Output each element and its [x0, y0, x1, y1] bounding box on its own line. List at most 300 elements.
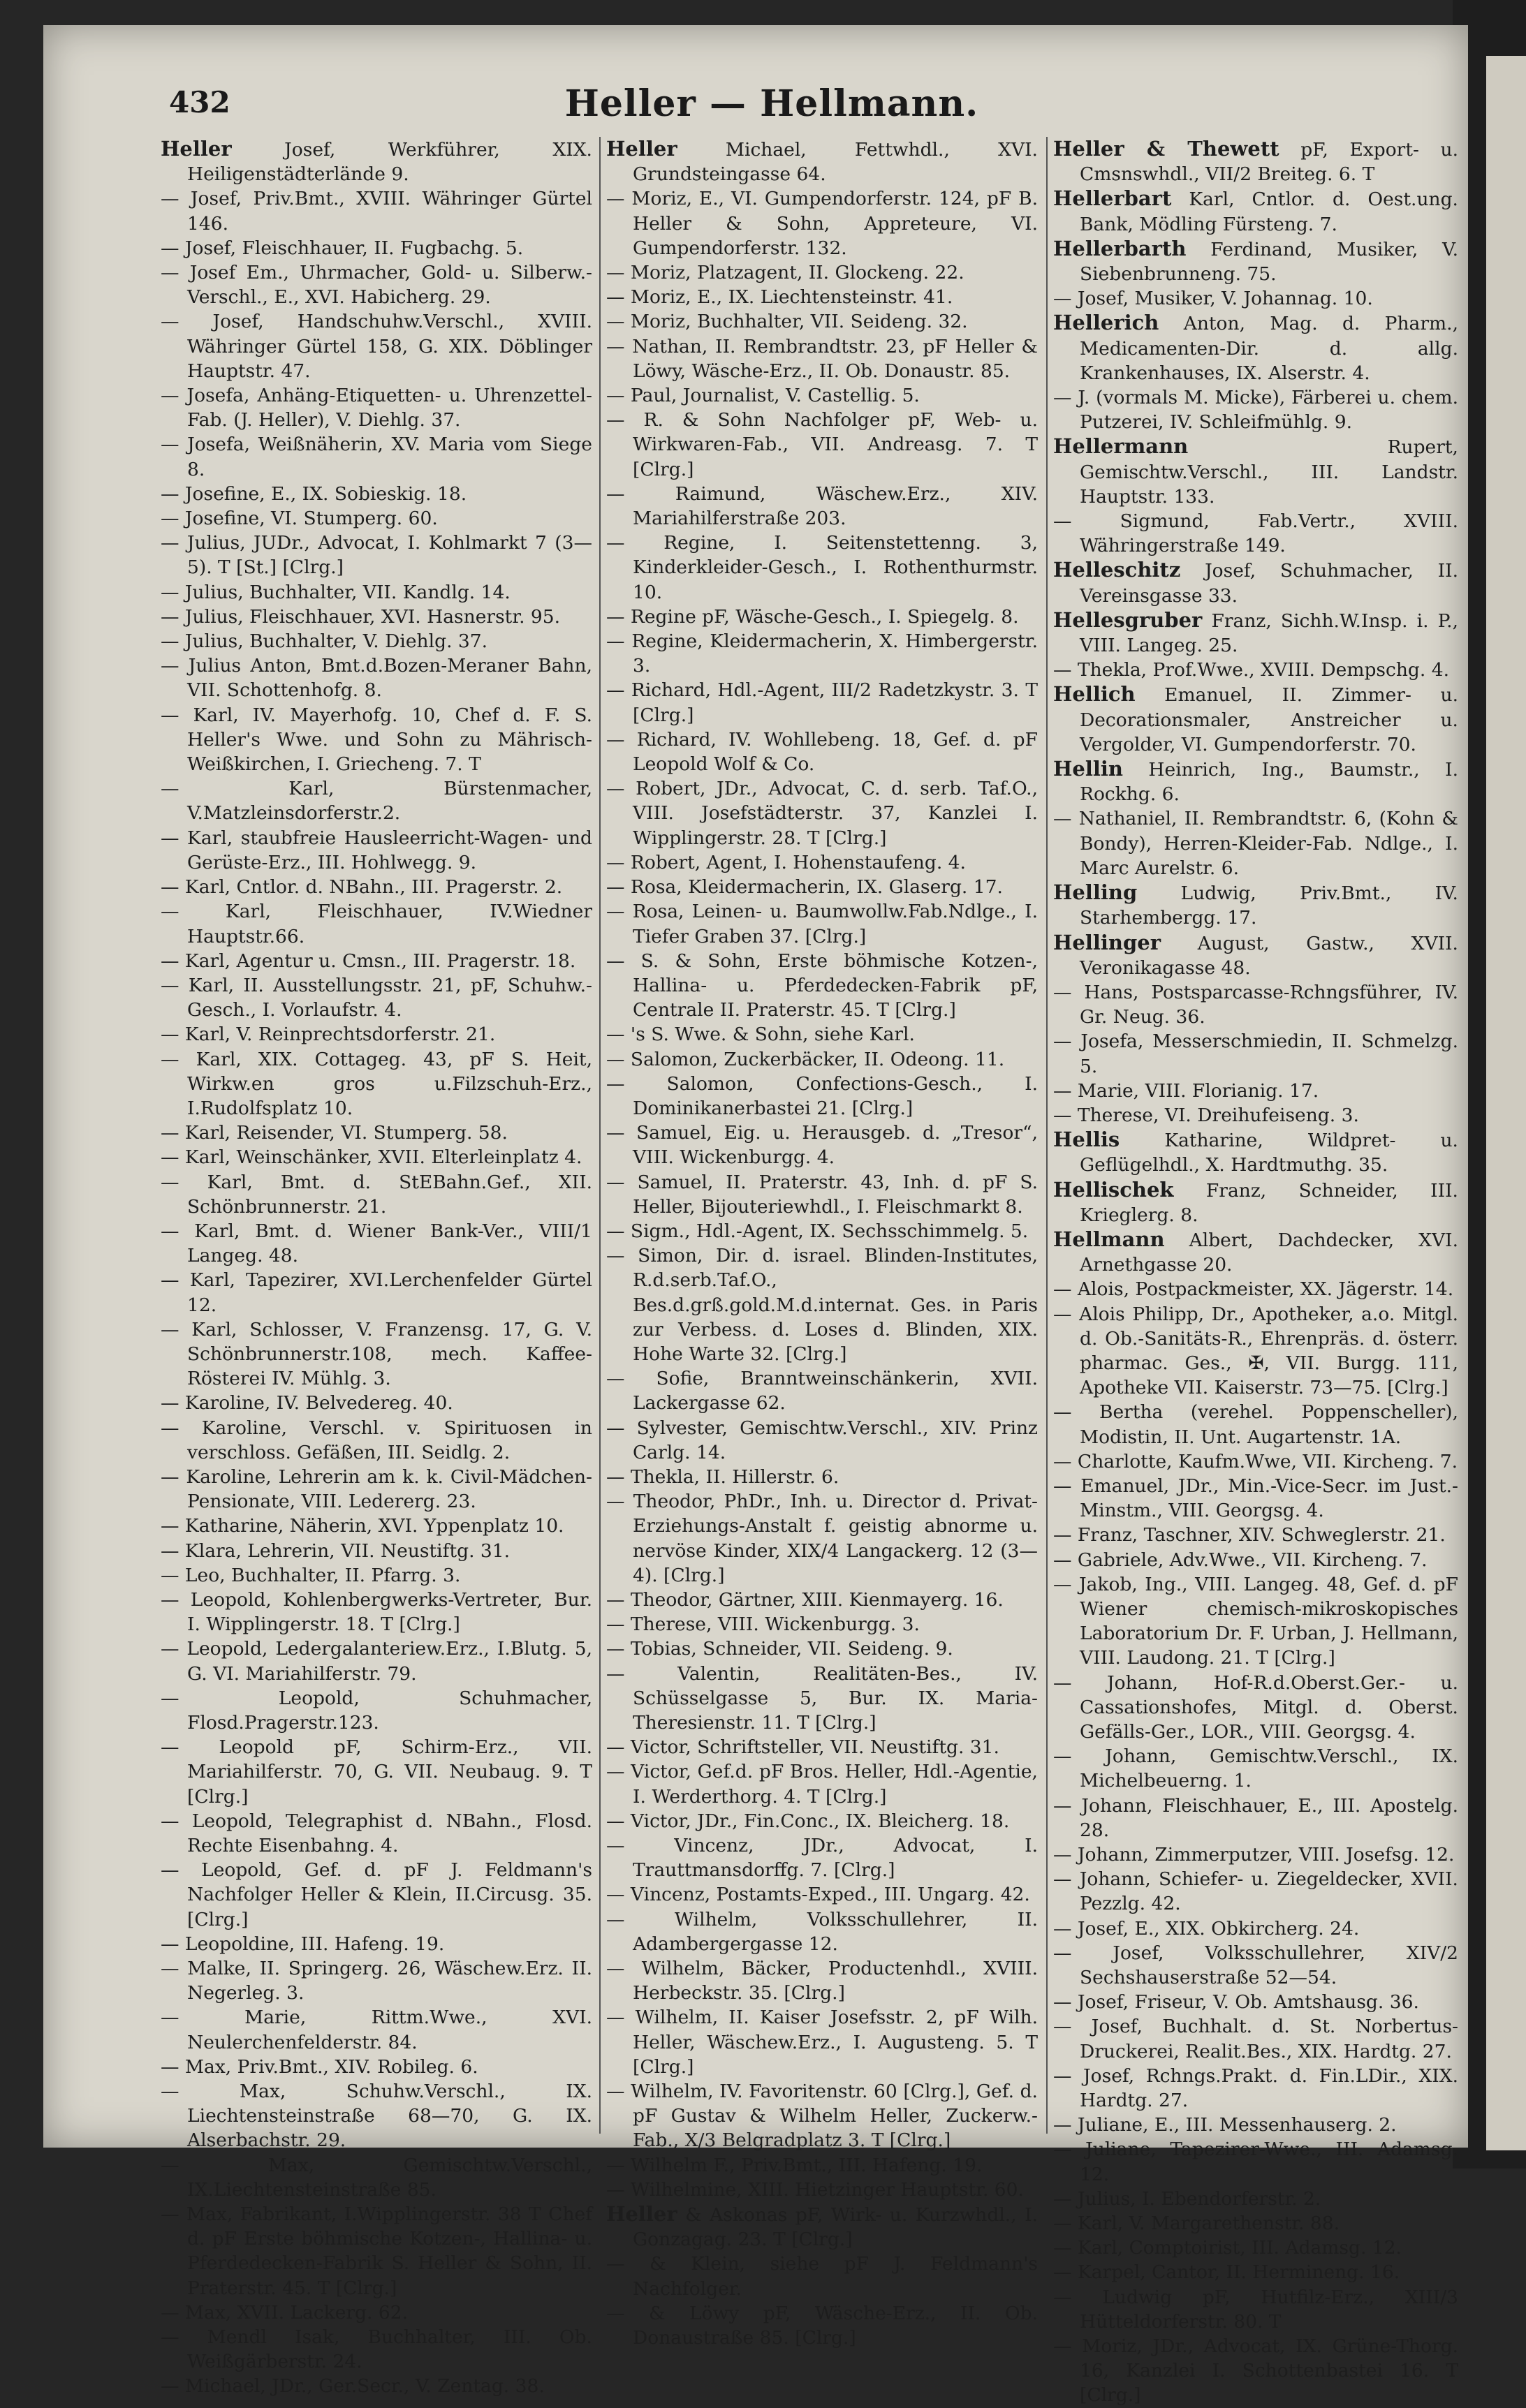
entry-surname: Hellerich	[1053, 311, 1159, 335]
directory-entry	[161, 2300, 592, 2325]
entry-text: — Leopold, Gef. d. pF J. Feldmann's Nachfolger Heller & Klein, II.Circusg. 35. [Clrg.]	[161, 1859, 592, 1930]
entry-text: — Max, XVII. Lackerg. 62.	[161, 2301, 409, 2324]
directory-entry	[161, 1465, 592, 1514]
directory-entry	[161, 1735, 592, 1809]
directory-entry	[606, 408, 1038, 482]
entry-text: — Richard, IV. Wohllebeng. 18, Gef. d. pF Leopold Wolf & Co.	[606, 728, 1038, 776]
entry-text: — Leopold pF, Schirm-Erz., VII. Mariahilferstr. 70, G. VII. Neubaug. 9. T [Clrg.]	[161, 1736, 592, 1808]
directory-entry	[161, 1170, 592, 1219]
entry-text: — Moriz, JDr., Advocat, IX. Grüne-Thorg. 16, Kanzlei I. Schottenbastei 16. T [Clrg.]	[1053, 2335, 1458, 2407]
directory-entry	[1053, 931, 1458, 980]
entry-text: Karl, Cntlor. d. Oest.ung. Bank, Mödling Fürsteng. 7.	[1080, 189, 1458, 235]
directory-entry	[1053, 1103, 1458, 1128]
directory-entry	[606, 727, 1038, 776]
entry-surname: Hellich	[1053, 682, 1136, 707]
directory-entry	[1053, 137, 1458, 186]
directory-entry	[606, 1022, 1038, 1047]
directory-entry	[161, 949, 592, 973]
entry-text: — Josef, Fleischhauer, II. Fugbachg. 5.	[161, 237, 524, 259]
directory-entry	[161, 875, 592, 899]
directory-entry	[161, 482, 592, 506]
column-rule	[599, 137, 601, 2134]
entry-text: — Richard, Hdl.-Agent, III/2 Radetzkystr. 3. T [Clrg.]	[606, 679, 1038, 726]
entry-text: — Emanuel, JDr., Min.-Vice-Secr. im Just.-Minstm., VIII. Georgsg. 4.	[1053, 1475, 1458, 1522]
directory-entry	[161, 973, 592, 1022]
directory-entry	[606, 850, 1038, 875]
entry-surname: Hellischek	[1053, 1177, 1174, 1202]
directory-entry	[1053, 1548, 1458, 1572]
entry-text: — Victor, Schriftsteller, VII. Neustiftg. 31.	[606, 1736, 999, 1759]
directory-entry	[1053, 1178, 1458, 1227]
directory-entry	[161, 531, 592, 579]
directory-entry	[1053, 608, 1458, 658]
entry-surname: Helleschitz	[1053, 558, 1181, 582]
entry-text: — Malke, II. Springerg. 26, Wäschew.Erz. II. Negerleg. 3.	[161, 1958, 592, 2004]
directory-entry	[606, 1637, 1038, 1661]
entry-text: — Therese, VIII. Wickenburgg. 3.	[606, 1613, 920, 1636]
directory-entry	[606, 605, 1038, 629]
directory-entry	[606, 776, 1038, 850]
directory-entry	[161, 2055, 592, 2079]
entry-text: — Karl, Bürstenmacher, V.Matzleinsdorferstr.2.	[161, 778, 592, 825]
entry-text: — Karl, IV. Mayerhofg. 10, Chef d. F. S. Heller's Wwe. und Sohn zu Mährisch-Weißkirchen, I. Griecheng. 7. T	[161, 704, 592, 776]
directory-entry	[606, 1759, 1038, 1808]
entry-text: — Josefine, VI. Stumperg. 60.	[161, 508, 438, 530]
entry-text: — Simon, Dir. d. israel. Blinden-Institutes, R.d.serb.Taf.O., Bes.d.grß.gold.M.d.internat. Ges. in Paris zur Verbess. d. Loses d. Blinden, XIX. Hohe Warte 32. [Clrg.]	[606, 1245, 1038, 1365]
directory-entry	[1053, 2064, 1458, 2113]
entry-text: — Josef, Buchhalt. d. St. Norbertus-Druckerei, Realit.Bes., XIX. Hardtg. 27.	[1053, 2016, 1458, 2062]
entry-text: — Max, Fabrikant, I.Wipplingerstr. 38 T Chef d. pF Erste böhmische Kotzen-, Hallina- u. Pferdedecken-Fabrik S. Heller & Sohn, II. Praterstr. 45. T [Clrg.]	[161, 2203, 592, 2299]
entry-text: — Josef, E., XIX. Obkircherg. 24.	[1053, 1917, 1360, 1940]
directory-entry	[606, 260, 1038, 285]
entry-text: — Leo, Buchhalter, II. Pfarrg. 3.	[161, 1564, 461, 1586]
entry-text: Ludwig, Priv.Bmt., IV. Starhembergg. 17.	[1080, 882, 1458, 929]
directory-entry	[1053, 2113, 1458, 2137]
entry-text: — Karl, staubfreie Hausleerricht-Wagen- und Gerüste-Erz., III. Hohlwegg. 9.	[161, 827, 592, 873]
entry-text: — Karl, Bmt. d. Wiener Bank-Ver., VIII/1 Langeg. 48.	[161, 1220, 592, 1267]
directory-entry	[161, 2153, 592, 2202]
directory-entry	[1053, 2137, 1458, 2186]
entry-text: — Samuel, II. Praterstr. 43, Inh. d. pF S. Heller, Bijouteriewhdl., I. Fleischmarkt 8.	[606, 1171, 1038, 1218]
directory-entry	[606, 1809, 1038, 1833]
entry-text: — Wilhelm, II. Kaiser Josefsstr. 2, pF Wilh. Heller, Wäschew.Erz., I. Augusteng. 5. T [Clrg.]	[606, 2007, 1038, 2078]
entry-text: — Victor, Gef.d. pF Bros. Heller, Hdl.-Agentie, I. Werderthorg. 4. T [Clrg.]	[606, 1761, 1038, 1808]
directory-entry	[161, 1121, 592, 1145]
directory-entry	[161, 236, 592, 260]
entry-text: — Josef, Priv.Bmt., XVIII. Währinger Gürtel 146.	[161, 188, 592, 235]
entry-text: — Karoline, Lehrerin am k. k. Civil-Mädchen-Pensionate, VIII. Ledererg. 23.	[161, 1465, 592, 1513]
entry-text: — Vincenz, JDr., Advocat, I. Trauttmansdorffg. 7. [Clrg.]	[606, 1835, 1038, 1882]
directory-entry	[1053, 1990, 1458, 2014]
column-3	[1053, 137, 1458, 2407]
entry-text: — Wilhelm, Bäcker, Productenhdl., XVIII. Herbeckstr. 35. [Clrg.]	[606, 1958, 1038, 2004]
entry-text: Katharine, Wildpret- u. Geflügelhdl., X. Hardtmuthg. 35.	[1080, 1130, 1458, 1176]
directory-entry	[161, 432, 592, 481]
entry-text: — Katharine, Näherin, XVI. Yppenplatz 10.	[161, 1515, 564, 1537]
entry-text: — Johann, Zimmerputzer, VIII. Josefsg. 12.	[1053, 1844, 1455, 1866]
directory-entry	[1053, 1449, 1458, 1474]
directory-entry	[1053, 980, 1458, 1029]
directory-entry	[1053, 1572, 1458, 1671]
directory-entry	[161, 1858, 592, 1932]
entry-text: — Karpel, Cantor, II. Hermineng. 16.	[1053, 2261, 1400, 2284]
directory-entry	[161, 1514, 592, 1538]
directory-entry	[161, 2325, 592, 2374]
directory-entry	[1053, 1842, 1458, 1867]
page-number: 432	[169, 85, 230, 119]
entry-text: — Karl, V. Reinprechtsdorferstr. 21.	[161, 1024, 496, 1046]
entry-text: — Julius, JUDr., Advocat, I. Kohlmarkt 7 (3—5). T [St.] [Clrg.]	[161, 532, 592, 579]
entry-text: — Mendl Isak, Buchhalter, III. Ob. Weißgärberstr. 24.	[161, 2326, 592, 2373]
entry-text: Josef, Werkführer, XIX. Heiligenstädterlände 9.	[187, 139, 592, 186]
directory-entry	[606, 2301, 1038, 2350]
entry-text: — Sofie, Branntweinschänkerin, XVII. Lackergasse 62.	[606, 1368, 1038, 1414]
directory-entry	[1053, 1867, 1458, 1916]
entry-text: — Regine, Kleidermacherin, X. Himbergerstr. 3.	[606, 630, 1038, 677]
directory-entry	[161, 629, 592, 653]
entry-text: — Josef, Rchngs.Prakt. d. Fin.LDir., XIX. Hardtg. 27.	[1053, 2064, 1458, 2112]
entry-surname: Heller	[161, 137, 232, 161]
entry-text: — Moriz, E., VI. Gumpendorferstr. 124, pF B. Heller & Sohn, Appreteure, VI. Gumpendorferstr. 132.	[606, 188, 1038, 259]
directory-entry	[161, 1637, 592, 1685]
directory-entry	[1053, 311, 1458, 385]
directory-entry	[606, 186, 1038, 260]
directory-entry	[161, 137, 592, 186]
entry-text: — Wilhelm F., Priv.Bmt., III. Hafeng. 19.	[606, 2154, 983, 2176]
entry-text: — Julius, I. Ebendorferstr. 2.	[1053, 2187, 1321, 2210]
entry-surname: Hellerbarth	[1053, 236, 1187, 260]
directory-entry	[606, 678, 1038, 727]
directory-entry	[1053, 286, 1458, 311]
directory-entry	[1053, 558, 1458, 607]
directory-entry	[606, 899, 1038, 948]
page-header	[119, 75, 1425, 131]
directory-entry	[161, 2005, 592, 2054]
entry-surname: Hellinger	[1053, 930, 1161, 954]
directory-entry	[606, 482, 1038, 531]
directory-entry	[1053, 186, 1458, 236]
directory-entry	[161, 653, 592, 702]
directory-entry	[606, 2005, 1038, 2079]
entry-text: Albert, Dachdecker, XVI. Arnethgasse 20.	[1080, 1229, 1458, 1276]
entry-text: Rupert, Gemischtw.Verschl., III. Landstr. Hauptstr. 133.	[1080, 436, 1458, 508]
entry-text: — Josefa, Messerschmiedin, II. Schmelzg. 5.	[1053, 1031, 1458, 1077]
entry-text: Emanuel, II. Zimmer- u. Decorationsmaler, Anstreicher u. Vergolder, VI. Gumpendorferstr. 70.	[1080, 684, 1458, 755]
directory-entry	[606, 531, 1038, 605]
entry-text: — Victor, JDr., Fin.Conc., IX. Bleicherg. 18.	[606, 1810, 1010, 1832]
entry-surname: Hellerbart	[1053, 186, 1172, 211]
entry-surname: Heller	[606, 2202, 677, 2226]
entry-text: — Josef, Friseur, V. Ob. Amtshausg. 36.	[1053, 1991, 1419, 2014]
directory-entry	[161, 2079, 592, 2153]
directory-entry	[161, 1563, 592, 1588]
entry-text: — Leopold, Schuhmacher, Flosd.Pragerstr.123.	[161, 1687, 592, 1734]
directory-entry	[1053, 1400, 1458, 1449]
entry-text: — S. & Sohn, Erste böhmische Kotzen-, Hallina- u. Pferdedecken-Fabrik pF, Centrale II. Praterstr. 45. T [Clrg.]	[606, 950, 1038, 1021]
entry-text: — Nathaniel, II. Rembrandtstr. 6, (Kohn & Bondy), Herren-Kleider-Fab. Ndlge., I. Marc Aurelstr. 6.	[1053, 808, 1458, 879]
entry-text: — Leopold, Kohlenbergwerks-Vertreter, Bur. I. Wipplingerstr. 18. T [Clrg.]	[161, 1588, 592, 1636]
directory-entry	[1053, 1277, 1458, 1301]
directory-entry	[161, 1047, 592, 1121]
entry-text: — Hans, Postsparcasse-Rchngsführer, IV. Gr. Neug. 36.	[1053, 981, 1458, 1028]
directory-entry	[606, 1956, 1038, 2005]
directory-entry	[1053, 509, 1458, 558]
directory-entry	[606, 334, 1038, 383]
directory-entry	[1053, 658, 1458, 682]
directory-entry	[1053, 2260, 1458, 2284]
directory-entry	[1053, 2211, 1458, 2236]
directory-entry	[606, 1662, 1038, 1736]
next-page-edge	[1486, 56, 1526, 2150]
entry-text: — Sylvester, Gemischtw.Verschl., XIV. Prinz Carlg. 14.	[606, 1417, 1038, 1463]
entry-text: — R. & Sohn Nachfolger pF, Web- u. Wirkwaren-Fab., VII. Andreasg. 7. T [Clrg.]	[606, 409, 1038, 480]
entry-text: — Valentin, Realitäten-Bes., IV. Schüsselgasse 5, Bur. IX. Maria-Theresienstr. 11. T [Clrg.]	[606, 1662, 1038, 1734]
entry-text: — & Klein, siehe pF J. Feldmann's Nachfolger.	[606, 2253, 1038, 2300]
directory-entry	[161, 776, 592, 825]
entry-surname: Hellesgruber	[1053, 607, 1203, 632]
directory-entry	[606, 1735, 1038, 1759]
entry-text: — Rosa, Kleidermacherin, IX. Glaserg. 17.	[606, 876, 1003, 899]
entry-text: — Karl, Bmt. d. StEBahn.Gef., XII. Schönbrunnerstr. 21.	[161, 1171, 592, 1218]
directory-entry	[161, 1022, 592, 1047]
directory-entry	[161, 1588, 592, 1637]
directory-entry	[606, 1366, 1038, 1415]
entry-text: — Karl, Schlosser, V. Franzensg. 17, G. V. Schönbrunnerstr.108, mech. Kaffee-Rösterei IV. Mühlg. 3.	[161, 1318, 592, 1390]
entry-text: — Marie, VIII. Florianig. 17.	[1053, 1079, 1319, 1102]
directory-entry	[1053, 880, 1458, 930]
column-1	[161, 137, 592, 2398]
directory-entry	[1053, 385, 1458, 434]
entry-text: — Juliane, Tapezirer-Wwe., III. Adamsg. 12.	[1053, 2139, 1458, 2185]
directory-entry	[606, 629, 1038, 678]
entry-text: — Johann, Hof-R.d.Oberst.Ger.- u. Cassationshofes, Mitgl. d. Oberst. Gefälls-Ger., LOR., VIII. Georgsg. 4.	[1053, 1671, 1458, 1743]
entry-text: — Paul, Journalist, V. Castellig. 5.	[606, 385, 920, 407]
entry-text: — Karoline, IV. Belvedereg. 40.	[161, 1392, 453, 1414]
entry-text: — Max, Gemischtw.Verschl., IX.Liechtensteinstraße 85.	[161, 2154, 592, 2201]
directory-entry	[606, 2178, 1038, 2202]
entry-text: — Karl, XIX. Cottageg. 43, pF S. Heit, Wirkw.en gros u.Filzschuh-Erz., I.Rudolfsplatz 10.	[161, 1048, 592, 1119]
entry-text: — Josef Em., Uhrmacher, Gold- u. Silberw.-Verschl., E., XVI. Habicherg. 29.	[161, 262, 592, 309]
directory-entry	[606, 137, 1038, 186]
entry-text: — Josef, Volksschullehrer, XIV/2 Sechshauserstraße 52—54.	[1053, 1942, 1458, 1989]
directory-entry	[1053, 2187, 1458, 2211]
directory-entry	[606, 1243, 1038, 1366]
directory-entry	[1053, 1916, 1458, 1941]
entry-text: — 's S. Wwe. & Sohn, siehe Karl.	[606, 1024, 915, 1046]
entry-text: — Johann, Schiefer- u. Ziegeldecker, XVII. Pezzlg. 42.	[1053, 1868, 1458, 1915]
entry-text: Heinrich, Ing., Baumstr., I. Rockhg. 6.	[1080, 759, 1458, 806]
directory-entry	[161, 506, 592, 531]
entry-text: — Vincenz, Postamts-Exped., III. Ungarg. 42.	[606, 1884, 1030, 1906]
column-rule	[1046, 137, 1048, 2134]
directory-entry	[1053, 1302, 1458, 1401]
entry-text: — Juliane, E., III. Messenhauserg. 2.	[1053, 2114, 1397, 2136]
directory-entry	[1053, 757, 1458, 806]
directory-entry	[606, 2252, 1038, 2300]
entry-text: — Max, Priv.Bmt., XIV. Robileg. 6.	[161, 2055, 478, 2078]
directory-entry	[606, 1907, 1038, 1956]
directory-entry	[606, 1170, 1038, 1219]
entry-text: — Karl, Weinschänker, XVII. Elterleinplatz 4.	[161, 1146, 582, 1169]
entry-surname: Hellmann	[1053, 1227, 1165, 1251]
directory-entry	[161, 1932, 592, 1956]
column-2	[606, 137, 1038, 2349]
entry-text: — Julius, Buchhalter, V. Diehlg. 37.	[161, 630, 488, 653]
directory-entry	[606, 2202, 1038, 2252]
directory-entry	[161, 186, 592, 235]
entry-text: — Theodor, PhDr., Inh. u. Director d. Privat-Erziehungs-Anstalt f. geistig abnorme u. nervöse Kinder, XIX/4 Langackerg. 12 (3—4). [Clrg.]	[606, 1491, 1038, 1586]
directory-entry	[1053, 2236, 1458, 2260]
entry-text: — Franz, Taschner, XIV. Schweglerstr. 21.	[1053, 1524, 1446, 1546]
entry-text: — Karl, Comptoirist, III. Adamsg. 12.	[1053, 2237, 1402, 2259]
entry-text: — Karl, V. Margarethenstr. 88.	[1053, 2213, 1340, 2235]
entry-text: — Leopold, Telegraphist d. NBahn., Flosd. Rechte Eisenbahng. 4.	[161, 1810, 592, 1857]
directory-entry	[161, 1219, 592, 1268]
entry-text: — Jakob, Ing., VIII. Langeg. 48, Gef. d. pF Wiener chemisch-mikroskopisches Laboratorium Dr. F. Urban, J. Hellmann, VIII. Laudong. 21. T [Clrg.]	[1053, 1573, 1458, 1669]
entry-surname: Heller	[606, 137, 677, 161]
directory-entry	[1053, 1794, 1458, 1842]
entry-text: — Regine pF, Wäsche-Gesch., I. Spiegelg. 8.	[606, 605, 1019, 628]
entry-text: — Regine, I. Seitenstettenng. 3, Kinderkleider-Gesch., I. Rothenthurmstr. 10.	[606, 532, 1038, 603]
entry-text: — & Löwy pF, Wäsche-Erz., II. Ob. Donaustraße 85. [Clrg.]	[606, 2302, 1038, 2349]
entry-text: August, Gastw., XVII. Veronikagasse 48.	[1080, 932, 1458, 979]
entry-text: — Robert, JDr., Advocat, C. d. serb. Taf.O., VIII. Josefstädterstr. 37, Kanzlei I. Wipplingerstr. 28. T [Clrg.]	[606, 778, 1038, 849]
directory-entry	[161, 899, 592, 948]
entry-text: — Gabriele, Adv.Wwe., VII. Kircheng. 7.	[1053, 1549, 1428, 1571]
directory-entry	[1053, 434, 1458, 509]
directory-entry	[1053, 682, 1458, 757]
directory-entry	[606, 2079, 1038, 2153]
directory-entry	[161, 1317, 592, 1391]
directory-entry	[606, 383, 1038, 408]
entry-text: — Michael, JDr., Ger.Secr., V. Zentag. 38.	[161, 2375, 545, 2398]
directory-entry	[161, 1145, 592, 1169]
entry-text: — Wilhelmine, XIII. Hietzinger Hauptstr. 60.	[606, 2178, 1024, 2201]
entry-text: — Karoline, Verschl. v. Spirituosen in verschloss. Gefäßen, III. Seidlg. 2.	[161, 1417, 592, 1463]
entry-surname: Helling	[1053, 880, 1138, 905]
directory-entry	[606, 875, 1038, 899]
directory-entry	[1053, 237, 1458, 286]
entry-text: & Askonas pF, Wirk- u. Kurzwhdl., I. Gonzagag. 23. T [Clrg.]	[633, 2204, 1038, 2251]
entry-text: — Wilhelm, Volksschullehrer, II. Adambergergasse 12.	[606, 1908, 1038, 1955]
entry-text: — Josefa, Anhäng-Etiquetten- u. Uhrenzettel-Fab. (J. Heller), V. Diehlg. 37.	[161, 385, 592, 431]
entry-text: — Johann, Fleischhauer, E., III. Apostelg. 28.	[1053, 1794, 1458, 1841]
directory-entry	[161, 2374, 592, 2398]
directory-entry	[161, 605, 592, 629]
entry-text: — Julius, Buchhalter, VII. Kandlg. 14.	[161, 581, 511, 603]
entry-text: — Raimund, Wäschew.Erz., XIV. Mariahilferstraße 203.	[606, 482, 1038, 530]
entry-text: — Sigmund, Fab.Vertr., XVIII. Währingerstraße 149.	[1053, 510, 1458, 557]
directory-entry	[606, 1416, 1038, 1465]
directory-entry	[1053, 1523, 1458, 1547]
directory-entry	[161, 260, 592, 309]
directory-entry	[606, 1121, 1038, 1169]
directory-entry	[606, 1588, 1038, 1612]
entry-surname: Hellin	[1053, 757, 1123, 781]
directory-entry	[161, 2202, 592, 2300]
entry-text: — Josefine, E., IX. Sobieskig. 18.	[161, 482, 467, 505]
entry-text: Franz, Sichh.W.Insp. i. P., VIII. Langeg. 25.	[1080, 610, 1458, 657]
running-title: Heller — Hellmann.	[564, 82, 979, 125]
directory-entry	[1053, 2285, 1458, 2334]
entry-text: — Josef, Handschuhw.Verschl., XVIII. Währinger Gürtel 158, G. XIX. Döblinger Hauptstr. 47.	[161, 311, 592, 382]
entry-text: — Charlotte, Kaufm.Wwe, VII. Kircheng. 7.	[1053, 1450, 1458, 1472]
directory-entry	[606, 309, 1038, 334]
directory-entry	[161, 826, 592, 875]
directory-entry	[606, 1219, 1038, 1243]
entry-text: — Josef, Musiker, V. Johannag. 10.	[1053, 288, 1373, 310]
entry-text: — Samuel, Eig. u. Herausgeb. d. „Tresor“, VIII. Wickenburgg. 4.	[606, 1122, 1038, 1169]
directory-entry	[1053, 1941, 1458, 1990]
entry-text: — Moriz, Platzagent, II. Glockeng. 22.	[606, 262, 964, 284]
entry-surname: Hellis	[1053, 1128, 1120, 1152]
directory-entry	[606, 1465, 1038, 1489]
entry-text: — Johann, Gemischtw.Verschl., IX. Michelbeuerng. 1.	[1053, 1745, 1458, 1792]
directory-entry	[1053, 1671, 1458, 1745]
entry-text: — Marie, Rittm.Wwe., XVI. Neulerchenfelderstr. 84.	[161, 2007, 592, 2053]
directory-entry	[606, 1047, 1038, 1072]
entry-text: — Karl, Reisender, VI. Stumperg. 58.	[161, 1122, 508, 1144]
entry-text: — Moriz, Buchhalter, VII. Seideng. 32.	[606, 311, 968, 333]
directory-entry	[1053, 1128, 1458, 1177]
directory-entry	[1053, 1474, 1458, 1523]
entry-text: Ferdinand, Musiker, V. Siebenbrunneng. 75.	[1080, 238, 1458, 286]
entry-text: — Karl, II. Ausstellungsstr. 21, pF, Schuhw.-Gesch., I. Vorlaufstr. 4.	[161, 974, 592, 1021]
directory-entry	[1053, 2014, 1458, 2063]
entry-text: — Leopoldine, III. Hafeng. 19.	[161, 1933, 445, 1955]
entry-text: — Salomon, Confections-Gesch., I. Dominikanerbastei 21. [Clrg.]	[606, 1072, 1038, 1119]
entry-text: — Klara, Lehrerin, VII. Neustiftg. 31.	[161, 1539, 511, 1562]
directory-entry	[161, 1956, 592, 2005]
entry-text: — Karl, Fleischhauer, IV.Wiedner Hauptstr.66.	[161, 901, 592, 947]
directory-entry	[606, 949, 1038, 1023]
directory-entry	[606, 1833, 1038, 1882]
directory-entry	[161, 383, 592, 432]
entry-surname: Hellermann	[1053, 434, 1189, 459]
directory-entry	[606, 285, 1038, 309]
entry-text: — Alois, Postpackmeister, XX. Jägerstr. 14.	[1053, 1278, 1454, 1301]
entry-text: — Sigm., Hdl.-Agent, IX. Sechsschimmelg. 5.	[606, 1220, 1029, 1242]
directory-entry	[161, 580, 592, 605]
entry-text: — Therese, VI. Dreihufeiseng. 3.	[1053, 1104, 1359, 1126]
entry-text: — Thekla, Prof.Wwe., XVIII. Dempschg. 4.	[1053, 659, 1450, 681]
entry-text: — Max, Schuhw.Verschl., IX. Liechtensteinstraße 68—70, G. IX. Alserbachstr. 29.	[161, 2081, 592, 2152]
entry-text: Anton, Mag. d. Pharm., Medicamenten-Dir. d. allg. Krankenhauses, IX. Alserstr. 4.	[1080, 313, 1458, 384]
entry-text: — Wilhelm, IV. Favoritenstr. 60 [Clrg.], Gef. d. pF Gustav & Wilhelm Heller, Zuckerw.-Fab., X/3 Belgradplatz 3. T [Clrg.]	[606, 2081, 1038, 2152]
entry-text: — Alois Philipp, Dr., Apotheker, a.o. Mitgl. d. Ob.-Sanitäts-R., Ehrenpräs. d. österr. pharmac. Ges., ✠, VII. Burgg. 111, Apotheke VII. Kaiserstr. 73—75. [Clrg.]	[1053, 1303, 1458, 1399]
entry-text: — Thekla, II. Hillerstr. 6.	[606, 1465, 839, 1488]
directory-entry	[161, 703, 592, 777]
directory-entry	[606, 1612, 1038, 1637]
directory-entry	[161, 1809, 592, 1858]
directory-entry	[161, 1391, 592, 1415]
directory-entry	[161, 309, 592, 383]
entry-text: pF, Export- u. Cmsnswhdl., VII/2 Breiteg. 6. T	[1080, 139, 1458, 186]
entry-text: Josef, Schuhmacher, II. Vereinsgasse 33.	[1080, 560, 1458, 607]
entry-text: — Moriz, E., IX. Liechtensteinstr. 41.	[606, 286, 953, 309]
entry-text: — Josefa, Weißnäherin, XV. Maria vom Siege 8.	[161, 434, 592, 480]
entry-text: — Rosa, Leinen- u. Baumwollw.Fab.Ndlge., I. Tiefer Graben 37. [Clrg.]	[606, 901, 1038, 947]
directory-entry	[606, 1489, 1038, 1588]
entry-text: — Tobias, Schneider, VII. Seideng. 9.	[606, 1638, 953, 1660]
entry-text: — Karl, Cntlor. d. NBahn., III. Pragerstr. 2.	[161, 876, 563, 899]
directory-entry	[606, 1072, 1038, 1121]
entry-text: — Theodor, Gärtner, XIII. Kienmayerg. 16.	[606, 1588, 1004, 1611]
entry-text: — Bertha (verehel. Poppenscheller), Modistin, II. Unt. Augartenstr. 1A.	[1053, 1401, 1458, 1448]
directory-entry	[1053, 1079, 1458, 1103]
entry-text: Michael, Fettwhdl., XVI. Grundsteingasse 64.	[633, 139, 1038, 186]
directory-entry	[606, 2153, 1038, 2178]
